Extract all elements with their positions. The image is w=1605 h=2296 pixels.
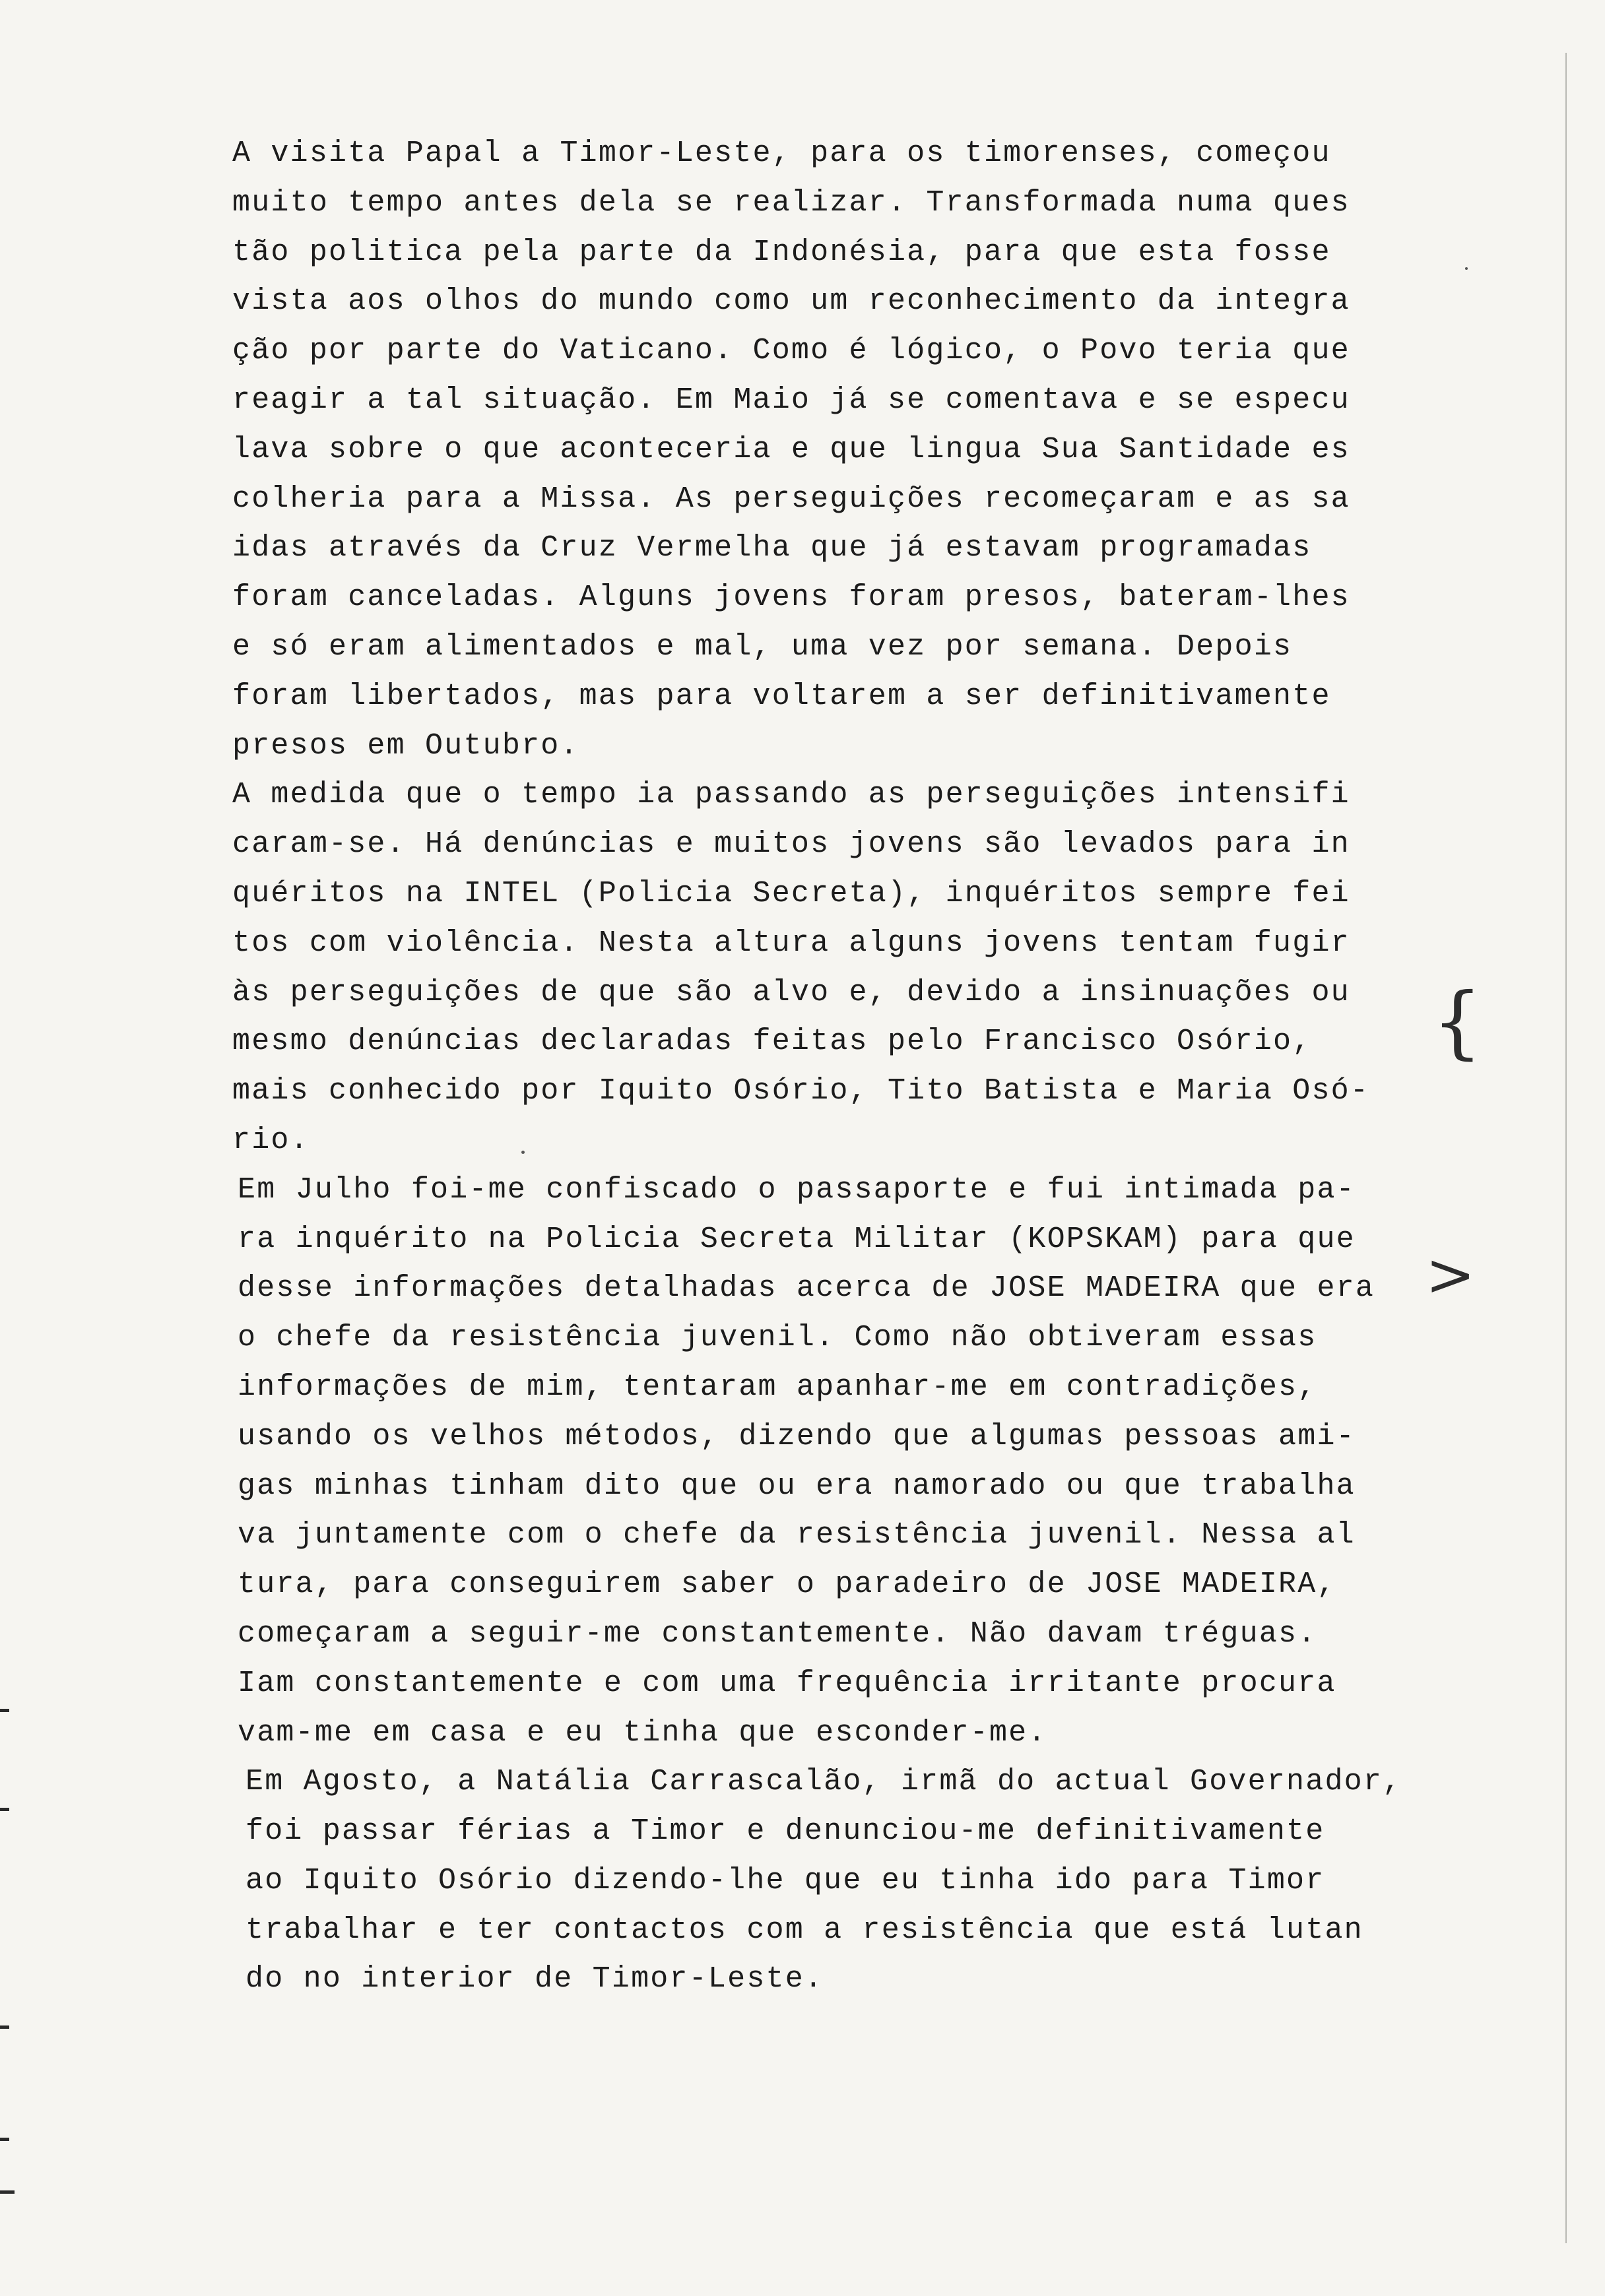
text-line: tão politica pela parte da Indonésia, para que esta fosse — [232, 235, 1331, 269]
text-line: ao Iquito Osório dizendo-lhe que eu tinha ido para Timor — [246, 1863, 1325, 1897]
margin-speck — [0, 2025, 9, 2029]
margin-speck — [0, 2138, 9, 2141]
margin-speck — [0, 1709, 9, 1712]
text-line: muito tempo antes dela se realizar. Transformada numa ques — [232, 185, 1350, 220]
margin-brace-mark: { — [1432, 976, 1483, 1068]
text-line: presos em Outubro. — [232, 728, 579, 763]
text-line: idas através da Cruz Vermelha que já estavam programadas — [232, 531, 1312, 565]
text-line: às perseguições de que são alvo e, devido a insinuações ou — [232, 975, 1350, 1009]
text-line: Iam constantemente e com uma frequência irritante procura — [238, 1666, 1336, 1700]
text-line: tos com violência. Nesta altura alguns jovens tentam fugir — [232, 926, 1350, 960]
text-line: foram libertados, mas para voltarem a ser definitivamente — [232, 679, 1331, 713]
margin-speck — [0, 2190, 15, 2194]
text-line: tura, para conseguirem saber o paradeiro de JOSE MADEIRA, — [238, 1568, 1336, 1602]
text-line: vam-me em casa e eu tinha que esconder-me. — [238, 1715, 1047, 1750]
text-line: foram canceladas. Alguns jovens foram presos, bateram-lhes — [232, 581, 1350, 615]
text-line: colheria para a Missa. As perseguições recomeçaram e as sa — [232, 482, 1350, 516]
text-line: mesmo denúncias declaradas feitas pelo Francisco Osório, — [232, 1025, 1312, 1059]
text-line: trabalhar e ter contactos com a resistência que está lutan — [246, 1913, 1363, 1947]
text-line: e só eram alimentados e mal, uma vez por semana. Depois — [232, 629, 1293, 664]
text-line: informações de mim, tentaram apanhar-me em contradições, — [238, 1370, 1317, 1404]
text-line: lava sobre o que aconteceria e que lingua Sua Santidade es — [232, 432, 1350, 466]
margin-bracket-mark: > — [1425, 1240, 1476, 1310]
text-line: desse informações detalhadas acerca de JOSE MADEIRA que era — [238, 1271, 1375, 1306]
text-line: do no interior de Timor-Leste. — [246, 1962, 824, 1996]
text-line: reagir a tal situação. Em Maio já se comentava e se especu — [232, 383, 1350, 417]
text-line: foi passar férias a Timor e denunciou-me definitivamente — [246, 1814, 1325, 1849]
text-line: A visita Papal a Timor-Leste, para os timorenses, começou — [232, 137, 1331, 170]
typed-document-body — [232, 129, 1539, 2004]
text-line: A medida que o tempo ia passando as perseguições intensifi — [232, 778, 1350, 812]
text-line: mais conhecido por Iquito Osório, Tito Batista e Maria Osó- — [232, 1074, 1370, 1108]
text-line: começaram a seguir-me constantemente. Não davam tréguas. — [238, 1616, 1317, 1651]
page-edge-line — [1565, 53, 1567, 2243]
text-line: gas minhas tinham dito que ou era namorado ou que trabalha — [238, 1469, 1356, 1503]
text-line: caram-se. Há denúncias e muitos jovens são levados para in — [232, 827, 1350, 862]
text-line: ra inquérito na Policia Secreta Militar (KOPSKAM) para que — [238, 1222, 1356, 1256]
text-line: o chefe da resistência juvenil. Como não obtiveram essas — [238, 1321, 1317, 1355]
text-line: vista aos olhos do mundo como um reconhecimento da integra — [232, 284, 1350, 319]
text-line: usando os velhos métodos, dizendo que algumas pessoas ami- — [238, 1419, 1356, 1453]
text-line: Em Agosto, a Natália Carrascalão, irmã do actual Governador, — [246, 1765, 1402, 1799]
text-line: quéritos na INTEL (Policia Secreta), inquéritos sempre fei — [232, 876, 1350, 910]
text-line: ção por parte do Vaticano. Como é lógico, o Povo teria que — [232, 334, 1350, 368]
margin-speck — [0, 1808, 9, 1811]
text-line: va juntamente com o chefe da resistência juvenil. Nessa al — [238, 1518, 1356, 1552]
text-line: Em Julho foi-me confiscado o passaporte e fui intimada pa- — [238, 1172, 1356, 1207]
text-line: rio. — [232, 1123, 310, 1157]
